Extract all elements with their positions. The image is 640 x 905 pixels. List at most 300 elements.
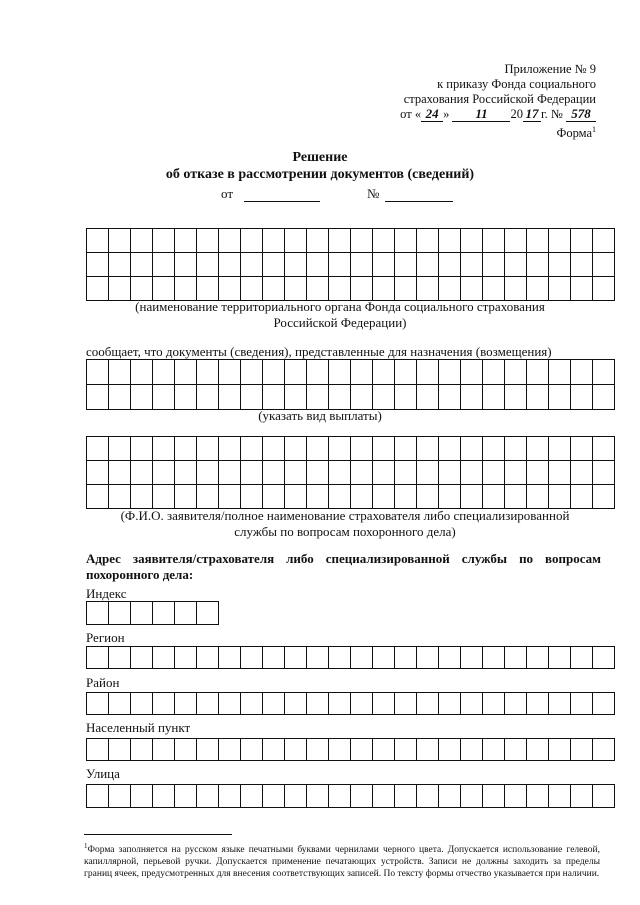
input-cell[interactable] (417, 360, 439, 385)
input-cell[interactable] (571, 253, 593, 277)
input-cell[interactable] (483, 385, 505, 410)
input-cell[interactable] (483, 229, 505, 253)
input-cell[interactable] (593, 229, 615, 253)
input-cell[interactable] (351, 253, 373, 277)
input-cell[interactable] (131, 739, 153, 761)
input-cell[interactable] (175, 785, 197, 808)
input-cell[interactable] (549, 437, 571, 461)
input-cell[interactable] (197, 785, 219, 808)
input-cell[interactable] (307, 647, 329, 669)
input-cell[interactable] (395, 277, 417, 301)
input-cell[interactable] (395, 229, 417, 253)
input-cell[interactable] (351, 785, 373, 808)
input-cell[interactable] (175, 437, 197, 461)
input-cell[interactable] (175, 253, 197, 277)
input-cell[interactable] (131, 360, 153, 385)
input-cell[interactable] (351, 485, 373, 509)
input-cell[interactable] (219, 360, 241, 385)
input-cell[interactable] (153, 485, 175, 509)
input-cell[interactable] (549, 385, 571, 410)
input-cell[interactable] (395, 461, 417, 485)
input-cell[interactable] (329, 385, 351, 410)
input-cell[interactable] (153, 739, 175, 761)
input-cell[interactable] (461, 739, 483, 761)
input-cell[interactable] (527, 693, 549, 715)
input-cell[interactable] (505, 485, 527, 509)
input-cell[interactable] (197, 277, 219, 301)
input-cell[interactable] (571, 461, 593, 485)
input-cell[interactable] (483, 693, 505, 715)
input-cell[interactable] (241, 360, 263, 385)
input-cell[interactable] (373, 461, 395, 485)
input-cell[interactable] (461, 437, 483, 461)
input-cell[interactable] (395, 785, 417, 808)
input-cell[interactable] (197, 385, 219, 410)
input-cell[interactable] (131, 647, 153, 669)
input-cell[interactable] (461, 253, 483, 277)
input-cell[interactable] (527, 485, 549, 509)
input-cell[interactable] (307, 253, 329, 277)
input-cell[interactable] (483, 485, 505, 509)
applicant-name-grid[interactable] (86, 436, 615, 509)
input-cell[interactable] (329, 693, 351, 715)
input-cell[interactable] (285, 739, 307, 761)
input-cell[interactable] (373, 485, 395, 509)
input-cell[interactable] (307, 693, 329, 715)
input-cell[interactable] (439, 785, 461, 808)
input-cell[interactable] (439, 229, 461, 253)
region-grid[interactable] (86, 646, 615, 669)
input-cell[interactable] (285, 360, 307, 385)
input-cell[interactable] (285, 277, 307, 301)
input-cell[interactable] (263, 437, 285, 461)
input-cell[interactable] (109, 461, 131, 485)
input-cell[interactable] (197, 229, 219, 253)
input-cell[interactable] (373, 277, 395, 301)
input-cell[interactable] (153, 647, 175, 669)
input-cell[interactable] (527, 437, 549, 461)
input-cell[interactable] (483, 785, 505, 808)
input-cell[interactable] (241, 647, 263, 669)
input-cell[interactable] (571, 277, 593, 301)
input-cell[interactable] (241, 277, 263, 301)
input-cell[interactable] (395, 385, 417, 410)
input-cell[interactable] (439, 485, 461, 509)
input-cell[interactable] (373, 693, 395, 715)
input-cell[interactable] (373, 437, 395, 461)
input-cell[interactable] (87, 277, 109, 301)
input-cell[interactable] (373, 253, 395, 277)
input-cell[interactable] (439, 277, 461, 301)
input-cell[interactable] (461, 693, 483, 715)
input-cell[interactable] (329, 461, 351, 485)
input-cell[interactable] (153, 385, 175, 410)
input-cell[interactable] (219, 437, 241, 461)
input-cell[interactable] (505, 693, 527, 715)
input-cell[interactable] (87, 647, 109, 669)
input-cell[interactable] (241, 229, 263, 253)
input-cell[interactable] (351, 360, 373, 385)
input-cell[interactable] (417, 647, 439, 669)
input-cell[interactable] (241, 739, 263, 761)
input-cell[interactable] (87, 602, 109, 625)
input-cell[interactable] (351, 437, 373, 461)
input-cell[interactable] (153, 360, 175, 385)
input-cell[interactable] (241, 785, 263, 808)
input-cell[interactable] (109, 693, 131, 715)
street-grid[interactable] (86, 784, 615, 808)
input-cell[interactable] (263, 785, 285, 808)
input-cell[interactable] (439, 360, 461, 385)
input-cell[interactable] (527, 360, 549, 385)
input-cell[interactable] (87, 253, 109, 277)
input-cell[interactable] (87, 739, 109, 761)
input-cell[interactable] (263, 693, 285, 715)
input-cell[interactable] (527, 385, 549, 410)
input-cell[interactable] (571, 785, 593, 808)
input-cell[interactable] (153, 602, 175, 625)
input-cell[interactable] (593, 785, 615, 808)
input-cell[interactable] (417, 437, 439, 461)
input-cell[interactable] (527, 785, 549, 808)
input-cell[interactable] (175, 485, 197, 509)
input-cell[interactable] (395, 485, 417, 509)
input-cell[interactable] (461, 461, 483, 485)
input-cell[interactable] (505, 739, 527, 761)
input-cell[interactable] (329, 739, 351, 761)
input-cell[interactable] (219, 647, 241, 669)
input-cell[interactable] (505, 385, 527, 410)
input-cell[interactable] (571, 647, 593, 669)
input-cell[interactable] (329, 229, 351, 253)
input-cell[interactable] (395, 437, 417, 461)
input-cell[interactable] (593, 461, 615, 485)
input-cell[interactable] (263, 385, 285, 410)
input-cell[interactable] (351, 693, 373, 715)
input-cell[interactable] (417, 277, 439, 301)
input-cell[interactable] (571, 485, 593, 509)
input-cell[interactable] (571, 437, 593, 461)
input-cell[interactable] (263, 360, 285, 385)
input-cell[interactable] (395, 647, 417, 669)
input-cell[interactable] (307, 229, 329, 253)
organ-name-grid[interactable] (86, 228, 615, 301)
input-cell[interactable] (131, 602, 153, 625)
input-cell[interactable] (505, 785, 527, 808)
input-cell[interactable] (131, 253, 153, 277)
input-cell[interactable] (175, 739, 197, 761)
input-cell[interactable] (109, 647, 131, 669)
input-cell[interactable] (241, 693, 263, 715)
input-cell[interactable] (219, 229, 241, 253)
input-cell[interactable] (109, 437, 131, 461)
input-cell[interactable] (461, 277, 483, 301)
input-cell[interactable] (263, 739, 285, 761)
input-cell[interactable] (593, 360, 615, 385)
input-cell[interactable] (395, 739, 417, 761)
input-cell[interactable] (527, 229, 549, 253)
input-cell[interactable] (461, 385, 483, 410)
input-cell[interactable] (307, 739, 329, 761)
input-cell[interactable] (417, 739, 439, 761)
input-cell[interactable] (527, 461, 549, 485)
input-cell[interactable] (87, 461, 109, 485)
input-cell[interactable] (483, 277, 505, 301)
input-cell[interactable] (593, 485, 615, 509)
input-cell[interactable] (197, 461, 219, 485)
input-cell[interactable] (285, 437, 307, 461)
input-cell[interactable] (109, 602, 131, 625)
input-cell[interactable] (153, 253, 175, 277)
input-cell[interactable] (527, 647, 549, 669)
input-cell[interactable] (483, 253, 505, 277)
input-cell[interactable] (285, 693, 307, 715)
input-cell[interactable] (197, 485, 219, 509)
input-cell[interactable] (549, 739, 571, 761)
input-cell[interactable] (549, 485, 571, 509)
input-cell[interactable] (219, 485, 241, 509)
input-cell[interactable] (241, 461, 263, 485)
input-cell[interactable] (153, 229, 175, 253)
locality-grid[interactable] (86, 738, 615, 761)
input-cell[interactable] (483, 437, 505, 461)
input-cell[interactable] (175, 277, 197, 301)
input-cell[interactable] (285, 785, 307, 808)
input-cell[interactable] (153, 437, 175, 461)
input-cell[interactable] (175, 360, 197, 385)
input-cell[interactable] (219, 461, 241, 485)
input-cell[interactable] (373, 785, 395, 808)
input-cell[interactable] (329, 647, 351, 669)
input-cell[interactable] (109, 385, 131, 410)
input-cell[interactable] (395, 360, 417, 385)
input-cell[interactable] (571, 739, 593, 761)
input-cell[interactable] (439, 647, 461, 669)
input-cell[interactable] (351, 461, 373, 485)
input-cell[interactable] (285, 385, 307, 410)
input-cell[interactable] (373, 647, 395, 669)
input-cell[interactable] (593, 739, 615, 761)
input-cell[interactable] (197, 360, 219, 385)
input-cell[interactable] (263, 485, 285, 509)
input-cell[interactable] (241, 385, 263, 410)
input-cell[interactable] (131, 229, 153, 253)
input-cell[interactable] (175, 602, 197, 625)
input-cell[interactable] (439, 253, 461, 277)
input-cell[interactable] (329, 277, 351, 301)
input-cell[interactable] (219, 739, 241, 761)
input-cell[interactable] (219, 253, 241, 277)
input-cell[interactable] (417, 785, 439, 808)
input-cell[interactable] (571, 229, 593, 253)
index-grid[interactable] (86, 601, 219, 625)
input-cell[interactable] (285, 253, 307, 277)
input-cell[interactable] (131, 693, 153, 715)
input-cell[interactable] (505, 360, 527, 385)
input-cell[interactable] (307, 437, 329, 461)
input-cell[interactable] (351, 277, 373, 301)
input-cell[interactable] (483, 647, 505, 669)
input-cell[interactable] (153, 277, 175, 301)
input-cell[interactable] (263, 461, 285, 485)
payment-type-grid[interactable] (86, 359, 615, 410)
input-cell[interactable] (87, 785, 109, 808)
input-cell[interactable] (307, 461, 329, 485)
input-cell[interactable] (549, 647, 571, 669)
input-cell[interactable] (285, 229, 307, 253)
input-cell[interactable] (329, 437, 351, 461)
input-cell[interactable] (131, 277, 153, 301)
input-cell[interactable] (593, 385, 615, 410)
input-cell[interactable] (219, 385, 241, 410)
input-cell[interactable] (197, 437, 219, 461)
input-cell[interactable] (549, 693, 571, 715)
input-cell[interactable] (263, 647, 285, 669)
input-cell[interactable] (109, 277, 131, 301)
input-cell[interactable] (131, 437, 153, 461)
input-cell[interactable] (461, 785, 483, 808)
input-cell[interactable] (307, 485, 329, 509)
input-cell[interactable] (571, 360, 593, 385)
input-cell[interactable] (527, 739, 549, 761)
input-cell[interactable] (571, 385, 593, 410)
input-cell[interactable] (87, 385, 109, 410)
input-cell[interactable] (175, 229, 197, 253)
input-cell[interactable] (87, 437, 109, 461)
input-cell[interactable] (241, 485, 263, 509)
input-cell[interactable] (549, 253, 571, 277)
input-cell[interactable] (219, 693, 241, 715)
input-cell[interactable] (483, 360, 505, 385)
input-cell[interactable] (329, 785, 351, 808)
input-cell[interactable] (417, 461, 439, 485)
input-cell[interactable] (307, 360, 329, 385)
input-cell[interactable] (395, 253, 417, 277)
input-cell[interactable] (505, 437, 527, 461)
input-cell[interactable] (439, 437, 461, 461)
input-cell[interactable] (153, 693, 175, 715)
input-cell[interactable] (263, 277, 285, 301)
input-cell[interactable] (131, 385, 153, 410)
input-cell[interactable] (131, 785, 153, 808)
input-cell[interactable] (351, 739, 373, 761)
input-cell[interactable] (329, 253, 351, 277)
input-cell[interactable] (329, 485, 351, 509)
input-cell[interactable] (109, 485, 131, 509)
input-cell[interactable] (505, 647, 527, 669)
input-cell[interactable] (263, 253, 285, 277)
input-cell[interactable] (153, 461, 175, 485)
input-cell[interactable] (87, 485, 109, 509)
input-cell[interactable] (197, 739, 219, 761)
input-cell[interactable] (373, 229, 395, 253)
input-cell[interactable] (439, 385, 461, 410)
input-cell[interactable] (417, 385, 439, 410)
input-cell[interactable] (175, 647, 197, 669)
input-cell[interactable] (87, 360, 109, 385)
input-cell[interactable] (329, 360, 351, 385)
input-cell[interactable] (307, 277, 329, 301)
input-cell[interactable] (505, 461, 527, 485)
input-cell[interactable] (461, 485, 483, 509)
input-cell[interactable] (351, 229, 373, 253)
input-cell[interactable] (549, 461, 571, 485)
input-cell[interactable] (109, 360, 131, 385)
input-cell[interactable] (527, 253, 549, 277)
input-cell[interactable] (373, 360, 395, 385)
input-cell[interactable] (351, 385, 373, 410)
input-cell[interactable] (571, 693, 593, 715)
input-cell[interactable] (307, 385, 329, 410)
input-cell[interactable] (549, 277, 571, 301)
input-cell[interactable] (87, 229, 109, 253)
input-cell[interactable] (395, 693, 417, 715)
input-cell[interactable] (417, 693, 439, 715)
input-cell[interactable] (439, 739, 461, 761)
input-cell[interactable] (197, 647, 219, 669)
input-cell[interactable] (241, 437, 263, 461)
input-cell[interactable] (175, 693, 197, 715)
input-cell[interactable] (549, 229, 571, 253)
input-cell[interactable] (417, 229, 439, 253)
input-cell[interactable] (219, 277, 241, 301)
input-cell[interactable] (593, 437, 615, 461)
input-cell[interactable] (153, 785, 175, 808)
input-cell[interactable] (131, 485, 153, 509)
input-cell[interactable] (109, 253, 131, 277)
input-cell[interactable] (439, 461, 461, 485)
input-cell[interactable] (241, 253, 263, 277)
input-cell[interactable] (197, 693, 219, 715)
input-cell[interactable] (373, 385, 395, 410)
input-cell[interactable] (461, 229, 483, 253)
input-cell[interactable] (197, 602, 219, 625)
input-cell[interactable] (505, 229, 527, 253)
input-cell[interactable] (109, 229, 131, 253)
input-cell[interactable] (263, 229, 285, 253)
input-cell[interactable] (505, 253, 527, 277)
input-cell[interactable] (307, 785, 329, 808)
input-cell[interactable] (461, 647, 483, 669)
input-cell[interactable] (549, 785, 571, 808)
input-cell[interactable] (439, 693, 461, 715)
input-cell[interactable] (593, 693, 615, 715)
district-grid[interactable] (86, 692, 615, 715)
input-cell[interactable] (285, 647, 307, 669)
input-cell[interactable] (593, 277, 615, 301)
input-cell[interactable] (175, 461, 197, 485)
input-cell[interactable] (417, 485, 439, 509)
input-cell[interactable] (131, 461, 153, 485)
input-cell[interactable] (593, 647, 615, 669)
input-cell[interactable] (197, 253, 219, 277)
input-cell[interactable] (549, 360, 571, 385)
input-cell[interactable] (351, 647, 373, 669)
input-cell[interactable] (219, 785, 241, 808)
input-cell[interactable] (527, 277, 549, 301)
input-cell[interactable] (109, 739, 131, 761)
input-cell[interactable] (175, 385, 197, 410)
input-cell[interactable] (285, 461, 307, 485)
input-cell[interactable] (285, 485, 307, 509)
input-cell[interactable] (593, 253, 615, 277)
input-cell[interactable] (483, 739, 505, 761)
input-cell[interactable] (373, 739, 395, 761)
input-cell[interactable] (461, 360, 483, 385)
input-cell[interactable] (483, 461, 505, 485)
input-cell[interactable] (417, 253, 439, 277)
input-cell[interactable] (109, 785, 131, 808)
